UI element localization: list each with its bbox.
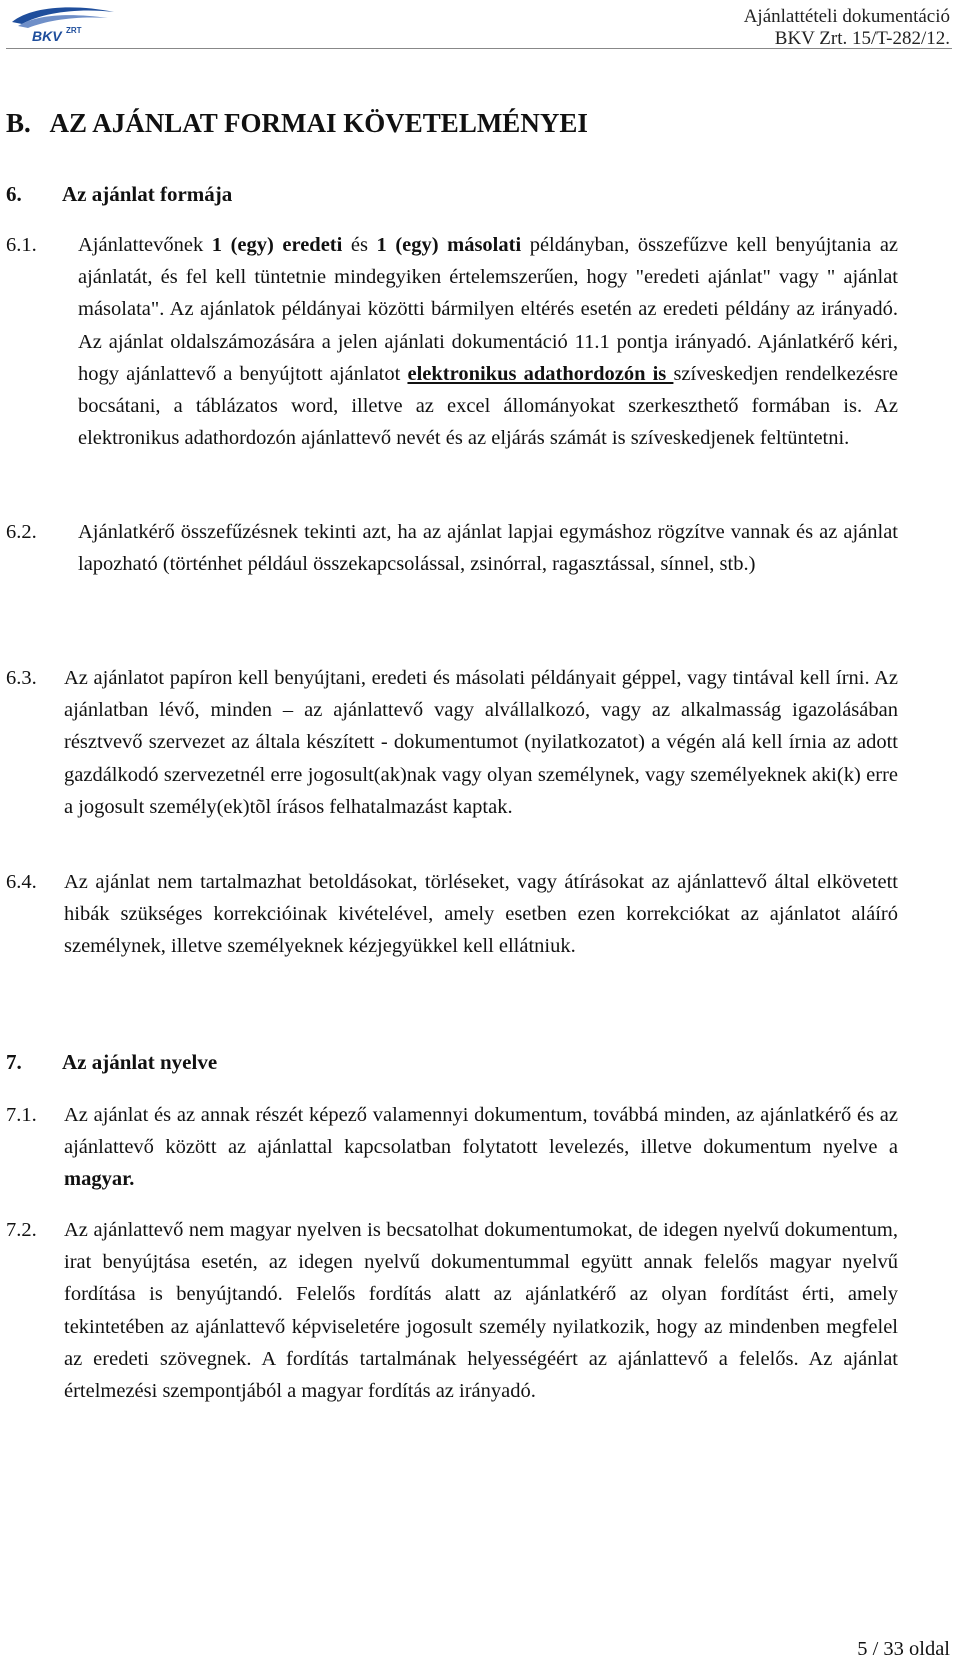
paragraph-number-6-3: 6.3. [6, 667, 37, 689]
paragraph-6-1: Ajánlattevőnek 1 (egy) eredeti és 1 (egy) másolati példányban, összefűzve kell benyújtania az ajánlatát, és fel kell tüntetnie mindegyiken értelemszerűen, hogy "eredeti ajánlat" vagy " ajánlat másolata". Az ajánlatok példányai közötti bármilyen eltérés esetén az eredeti példány az irányadó. Az ajánlat oldalszámozására a jelen ajánlati dokumentáció 11.1 pontja irányadó. Ajánlatkérő kéri, hogy ajánlattevő a benyújtott ajánlatot elektronikus adathordozón is szíveskedjen rendelkezésre bocsátani, a táblázatos word, illetve az excel állományokat szerkeszthető formában is. Az elektronikus adathordozón ajánlattevő nevét és az eljárás számát is szíveskedjenek feltüntetni. [78, 234, 899, 450]
section-title: Az ajánlat formája [62, 182, 233, 206]
paragraph-number-6-1: 6.1. [6, 234, 37, 256]
section-heading-6 [6, 182, 232, 207]
bkv-logo [4, 2, 122, 44]
paragraph-number-7-2: 7.2. [6, 1219, 37, 1241]
header-document-info [744, 6, 950, 50]
section-number: 6. [6, 182, 22, 206]
header-divider [6, 48, 952, 49]
header-doc-title: Ajánlattételi dokumentáció [743, 6, 950, 27]
paragraph-7-1: Az ajánlat és az annak részét képező valamennyi dokumentum, továbbá minden, az ajánlatkérő és az ajánlattevő között az ajánlattal kapcsolatban folytatott levelezés, illetve dokumentum nyelve a magyar. [64, 1104, 898, 1191]
paragraph-6-4: Az ajánlat nem tartalmazhat betoldásokat, törléseket, vagy átírásokat az ajánlattevő által elkövetett hibák szükséges korrekcióinak kivételével, amely esetben ezen korrekciókat az ajánlatot aláíró személynek, illetve személyeknek kézjegyükkel kell ellátniuk. [64, 871, 898, 958]
paragraph-number-6-4: 6.4. [6, 871, 37, 893]
page-header [0, 0, 960, 50]
paragraph-6-3: Az ajánlatot papíron kell benyújtani, eredeti és másolati példányait géppel, vagy tintával kell írni. Az ajánlatban lévő, minden – az ajánlattevő vagy alvállalkozó, vagy az alkalmasság igazolásában résztvevő szervezet az általa készített - dokumentumot (nyilatkozatot) a végén alá kell írnia az adott gazdálkodó szervezetnél erre jogosult(ak)nak vagy olyan személynek, vagy személyeknek aki(k) erre a jogosult személy(ek)tõl írásos felhatalmazást kaptak. [64, 667, 898, 818]
paragraph-number-7-1: 7.1. [6, 1104, 37, 1126]
section-title: Az ajánlat nyelve [62, 1050, 218, 1074]
paragraph-6-2: Ajánlatkérő összefűzésnek tekinti azt, ha az ajánlat lapjai egymáshoz rögzítve vannak és az ajánlat lapozható (történhet például összekapcsolással, zsinórral, ragasztással, sínnel, stb.) [78, 521, 898, 576]
section-number: 7. [6, 1050, 22, 1074]
page-number: 5 / 33 oldal [857, 1638, 950, 1660]
main-heading: B. AZ AJÁNLAT FORMAI KÖVETELMÉNYEI [6, 108, 588, 138]
section-heading-7 [6, 1050, 217, 1075]
svg-text:ZRT: ZRT [66, 26, 82, 35]
svg-text:BKV: BKV [32, 28, 62, 44]
paragraph-number-6-2: 6.2. [6, 521, 37, 543]
underlined-emphasis: elektronikus adathordozón is [407, 362, 674, 385]
header-doc-id: BKV Zrt. 15/T-282/12. [774, 28, 950, 49]
paragraph-7-2: Az ajánlattevő nem magyar nyelven is becsatolhat dokumentumokat, de idegen nyelvű dokumentum, irat benyújtása esetén, az idegen nyelvű dokumentummal együtt annak felelős magyar nyelvű fordítása is benyújtandó. Felelős fordítás alatt az ajánlatkérő az olyan fordítást érti, amely tekintetében az ajánlattevő képviseletére jogosult személy nyilatkozik, hogy az mindenben megfelel az eredeti szövegnek. A fordítás tartalmának helyességéért az ajánlattevő a felelős. Az ajánlat értelmezési szempontjából a magyar fordítás az irányadó. [64, 1219, 898, 1403]
